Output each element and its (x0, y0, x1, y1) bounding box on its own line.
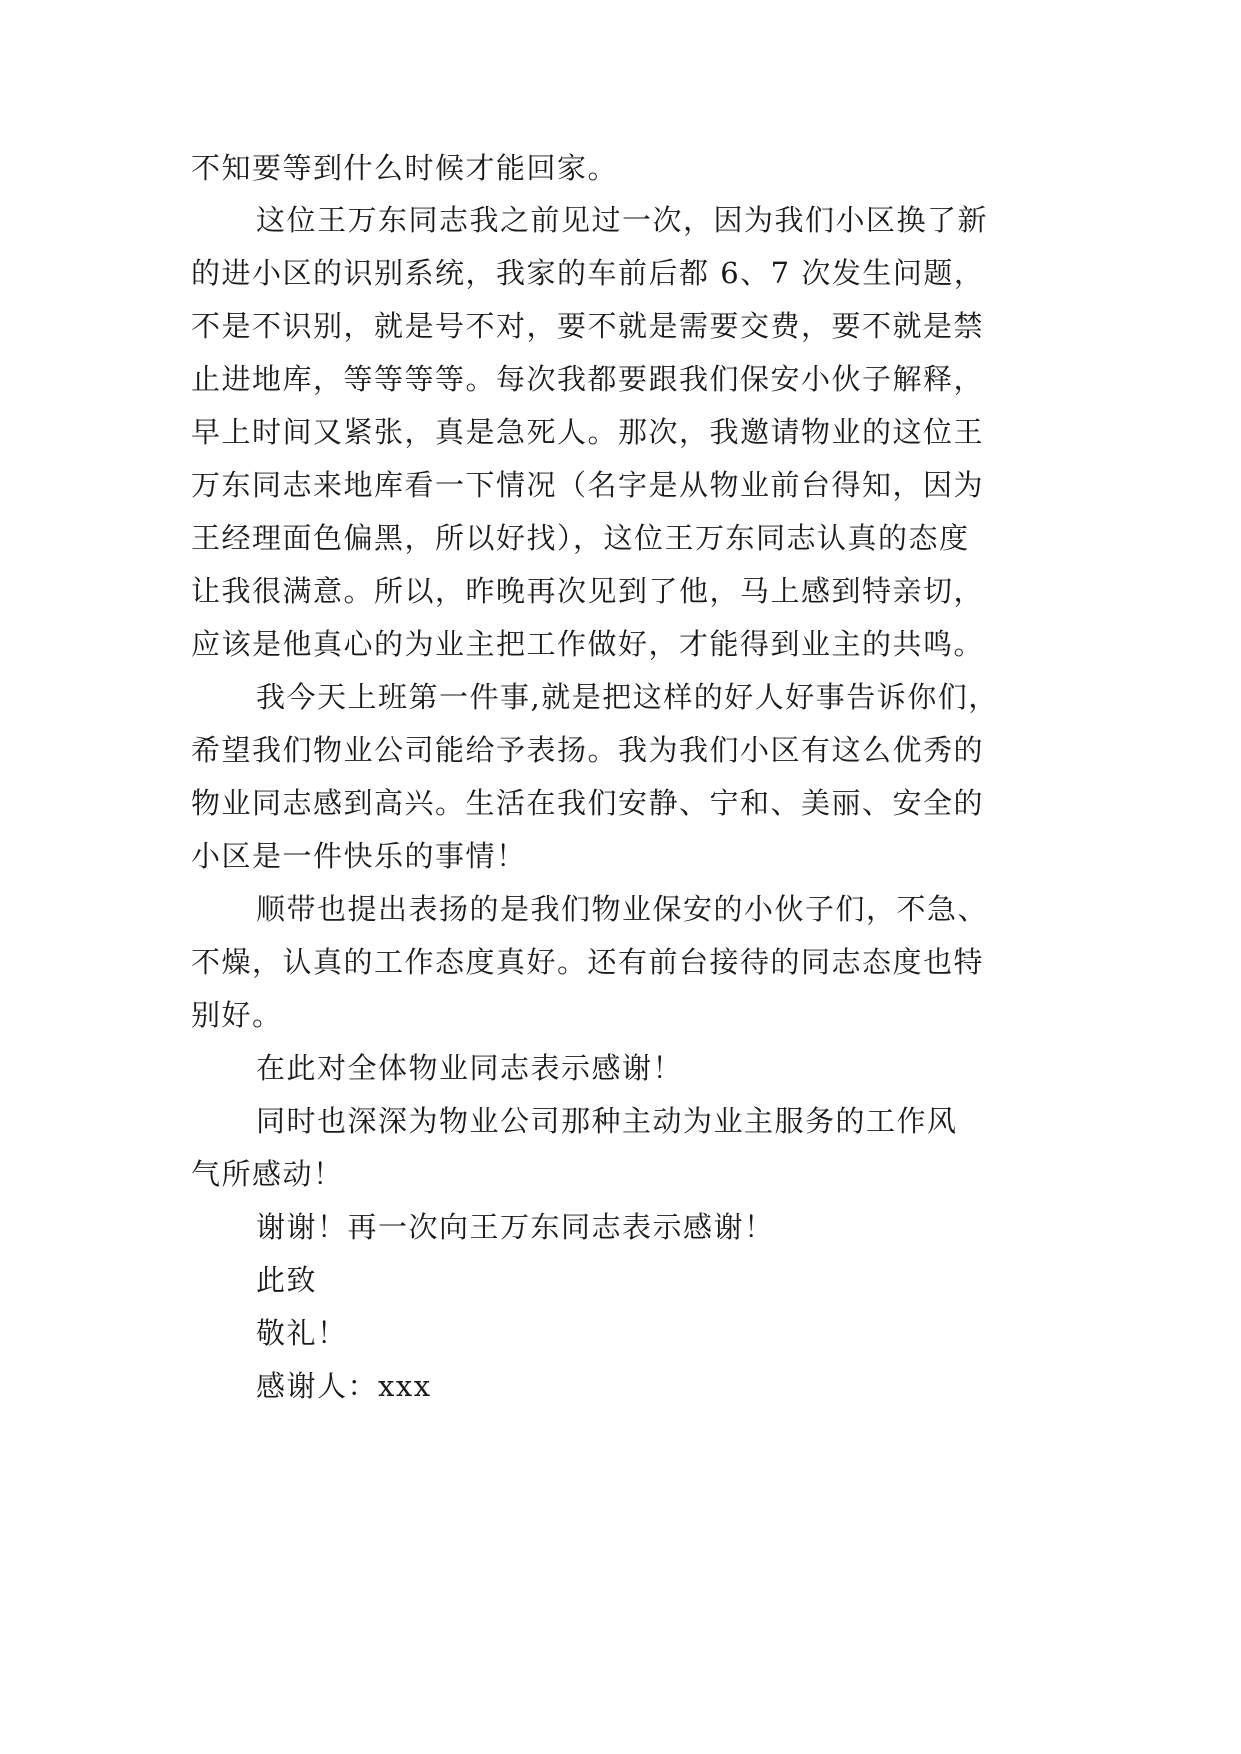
closing-line: 敬礼！ (256, 1316, 348, 1350)
paragraph-line: 让我很满意。所以，昨晚再次见到了他，马上感到特亲切， (191, 574, 985, 608)
paragraph-line: 这位王万东同志我之前见过一次，因为我们小区换了新 (256, 203, 989, 237)
paragraph-line: 希望我们物业公司能给予表扬。我为我们小区有这么优秀的 (191, 733, 985, 767)
paragraph-line: 同时也深深为物业公司那种主动为业主服务的工作风 (256, 1104, 958, 1138)
paragraph-line: 我今天上班第一件事,就是把这样的好人好事告诉你们， (256, 680, 999, 714)
paragraph-line: 不燥，认真的工作态度真好。还有前台接待的同志态度也特 (191, 945, 985, 979)
paragraph-line: 早上时间又紧张，真是急死人。那次，我邀请物业的这位王 (191, 415, 985, 449)
paragraph-line: 不是不识别，就是号不对，要不就是需要交费，要不就是禁 (191, 309, 985, 343)
paragraph-line: 的进小区的识别系统，我家的车前后都 6、7 次发生问题， (191, 256, 985, 290)
paragraph-line: 万东同志来地库看一下情况（名字是从物业前台得知，因为 (191, 468, 985, 502)
closing-line: 此致 (256, 1263, 318, 1297)
paragraph-line: 应该是他真心的为业主把工作做好，才能得到业主的共鸣。 (191, 627, 985, 661)
paragraph-line: 王经理面色偏黑，所以好找），这位王万东同志认真的态度 (191, 521, 970, 555)
paragraph-line: 物业同志感到高兴。生活在我们安静、宁和、美丽、安全的 (191, 786, 985, 820)
paragraph-line: 小区是一件快乐的事情！ (191, 839, 527, 873)
signature-line: 感谢人：xxx (256, 1369, 432, 1403)
paragraph-line: 别好。 (191, 998, 283, 1032)
paragraph-line: 谢谢！再一次向王万东同志表示感谢！ (256, 1210, 775, 1244)
paragraph-line: 顺带也提出表扬的是我们物业保安的小伙子们，不急、 (256, 892, 989, 926)
paragraph-line: 不知要等到什么时候才能回家。 (191, 151, 619, 185)
paragraph-line: 气所感动！ (191, 1157, 344, 1191)
paragraph-line: 止进地库，等等等等。每次我都要跟我们保安小伙子解释， (191, 362, 985, 396)
paragraph-line: 在此对全体物业同志表示感谢！ (256, 1051, 684, 1085)
